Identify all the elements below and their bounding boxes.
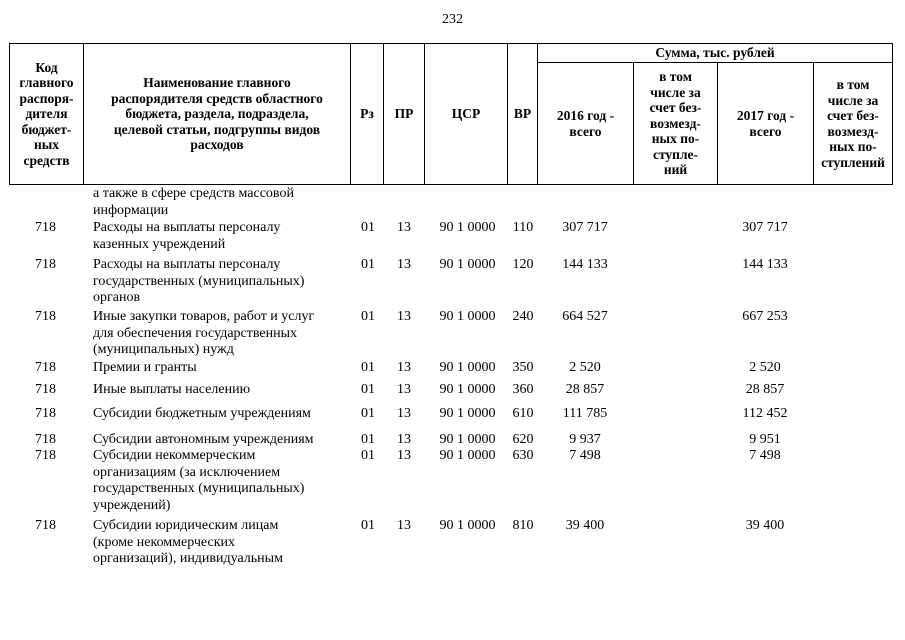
header-rz: Рз	[360, 106, 374, 122]
cell-2017-total: 7 498	[749, 448, 781, 463]
page-number: 232	[442, 12, 463, 27]
cell-2017-total: 667 253	[742, 309, 788, 324]
header-2016-total: 2016 год - всего	[556, 108, 615, 139]
cell-name: Иные закупки товаров, работ и услуг для обеспечения государственных (муниципальных) нужд	[93, 309, 315, 357]
cell-csr: 90 1 0000	[439, 257, 496, 272]
cell-2016-total: 111 785	[562, 406, 608, 421]
cell-name: Расходы на выплаты персоналу казенных учреждений	[93, 220, 281, 252]
cell-2017-total: 144 133	[742, 257, 788, 272]
header-bottom-rule	[9, 184, 893, 185]
cell-csr: 90 1 0000	[439, 309, 496, 324]
header-code: Код главного распоря- дителя бюджет- ных средств	[19, 59, 74, 168]
cell-vr: 610	[512, 406, 534, 421]
cell-rz: 01	[361, 257, 375, 272]
cell-code: 718	[35, 360, 56, 375]
cell-2017-total: 112 452	[742, 406, 788, 421]
cell-pr: 13	[397, 382, 411, 397]
cell-rz: 01	[361, 382, 375, 397]
cell-csr: 90 1 0000	[439, 382, 496, 397]
header-name: Наименование главного распорядителя средств областного бюджета, раздела, подраздела, целевой статьи, подгруппы видов расходов	[111, 75, 323, 153]
cell-2017-total: 9 951	[749, 432, 781, 447]
cell-vr: 240	[512, 309, 534, 324]
cell-name: Субсидии юридическим лицам (кроме некоммерческих организаций), индивидуальным	[93, 518, 283, 566]
cell-code: 718	[35, 448, 56, 463]
header-csr: ЦСР	[451, 106, 481, 122]
header-sum: Сумма, тыс. рублей	[655, 45, 775, 61]
cell-vr: 110	[512, 220, 534, 235]
cell-2016-total: 7 498	[569, 448, 601, 463]
cell-csr: 90 1 0000	[439, 406, 496, 421]
cell-csr: 90 1 0000	[439, 360, 496, 375]
cell-rz: 01	[361, 448, 375, 463]
header-pr: ПР	[394, 106, 414, 122]
cell-vr: 630	[512, 448, 534, 463]
cell-2016-total: 144 133	[562, 257, 608, 272]
cell-2016-total: 28 857	[565, 382, 605, 397]
cell-vr: 360	[512, 382, 534, 397]
cell-name: Субсидии некоммерческим организациям (за исключением государственных (муниципальных) учреждений)	[93, 448, 305, 513]
cell-name: Расходы на выплаты персоналу государственных (муниципальных) органов	[93, 257, 305, 305]
cell-2016-total: 664 527	[562, 309, 608, 324]
cell-rz: 01	[361, 518, 375, 533]
cell-pr: 13	[397, 432, 411, 447]
table-header	[9, 43, 893, 185]
cell-name: Субсидии бюджетным учреждениям	[93, 406, 311, 421]
cell-vr: 120	[512, 257, 534, 272]
cell-vr: 620	[512, 432, 534, 447]
cell-2016-total: 2 520	[569, 360, 601, 375]
cell-name: Иные выплаты населению	[93, 382, 251, 397]
cell-code: 718	[35, 406, 56, 421]
cell-csr: 90 1 0000	[439, 432, 496, 447]
cell-pr: 13	[397, 518, 411, 533]
header-col-rule	[892, 43, 893, 185]
cell-code: 718	[35, 220, 56, 235]
cell-csr: 90 1 0000	[439, 518, 496, 533]
cell-name: а также в сфере средств массовой информации	[93, 186, 294, 218]
cell-pr: 13	[397, 360, 411, 375]
header-2017-grants: в том числе за счет без- возмезд- ных по- ступлений	[821, 77, 885, 170]
cell-rz: 01	[361, 309, 375, 324]
cell-2017-total: 2 520	[749, 360, 781, 375]
cell-vr: 810	[512, 518, 534, 533]
cell-rz: 01	[361, 220, 375, 235]
cell-rz: 01	[361, 360, 375, 375]
cell-2017-total: 39 400	[745, 518, 785, 533]
cell-pr: 13	[397, 257, 411, 272]
cell-csr: 90 1 0000	[439, 448, 496, 463]
cell-pr: 13	[397, 448, 411, 463]
cell-2016-total: 307 717	[562, 220, 608, 235]
cell-name: Субсидии автономным учреждениям	[93, 432, 314, 447]
header-vr: ВР	[513, 106, 532, 122]
cell-pr: 13	[397, 406, 411, 421]
cell-2017-total: 307 717	[742, 220, 788, 235]
cell-code: 718	[35, 518, 56, 533]
cell-code: 718	[35, 257, 56, 272]
cell-csr: 90 1 0000	[439, 220, 496, 235]
cell-code: 718	[35, 432, 56, 447]
cell-rz: 01	[361, 406, 375, 421]
cell-code: 718	[35, 309, 56, 324]
cell-code: 718	[35, 382, 56, 397]
cell-pr: 13	[397, 309, 411, 324]
cell-name: Премии и гранты	[93, 360, 197, 375]
cell-2016-total: 39 400	[565, 518, 605, 533]
cell-vr: 350	[512, 360, 534, 375]
cell-2016-total: 9 937	[569, 432, 601, 447]
cell-2017-total: 28 857	[745, 382, 785, 397]
cell-rz: 01	[361, 432, 375, 447]
header-2017-total: 2017 год - всего	[736, 108, 795, 139]
header-2016-grants: в том числе за счет без- возмезд- ных по- ступле- ний	[649, 69, 702, 178]
cell-pr: 13	[397, 220, 411, 235]
